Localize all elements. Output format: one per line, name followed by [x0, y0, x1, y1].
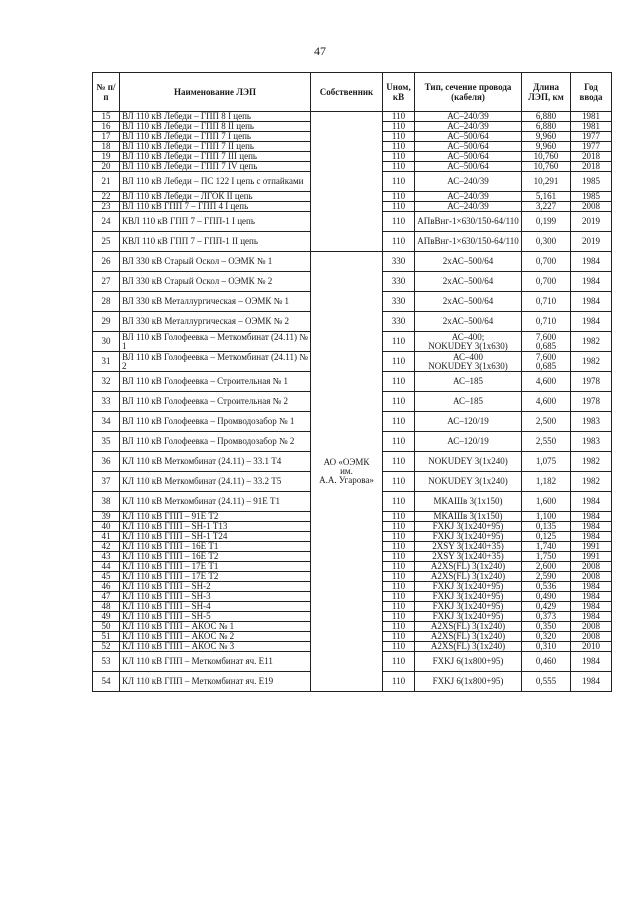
line-length: 0,429	[522, 602, 571, 612]
row-number: 31	[93, 352, 120, 372]
row-number: 40	[93, 522, 120, 532]
commission-year: 1984	[571, 592, 612, 602]
line-length: 6,880	[522, 112, 571, 122]
voltage: 110	[383, 472, 415, 492]
commission-year: 1984	[571, 292, 612, 312]
line-length: 1,600	[522, 492, 571, 512]
owner-cell	[311, 252, 383, 692]
commission-year: 1977	[571, 132, 612, 142]
line-name: КВЛ 110 кВ ГПП 7 – ГПП-1 II цепь	[120, 232, 311, 252]
voltage: 110	[383, 632, 415, 642]
commission-year: 2008	[571, 632, 612, 642]
voltage: 110	[383, 672, 415, 692]
commission-year: 1984	[571, 312, 612, 332]
wire-type: МКАШв 3(1х150)	[415, 512, 522, 522]
commission-year: 1984	[571, 602, 612, 612]
voltage: 110	[383, 652, 415, 672]
line-length-line: 0,685	[535, 340, 557, 351]
commission-year: 1984	[571, 652, 612, 672]
line-name: ВЛ 110 кВ Голофеевка – Строительная № 2	[120, 392, 311, 412]
commission-year: 1984	[571, 672, 612, 692]
row-number: 20	[93, 162, 120, 172]
line-name: ВЛ 110 кВ Лебеди – ГПП 7 IV цепь	[120, 162, 311, 172]
line-length: 10,760	[522, 162, 571, 172]
wire-type: A2XS(FL) 3(1х240)	[415, 642, 522, 652]
line-name: ВЛ 110 кВ Голофеевка – Строительная № 1	[120, 372, 311, 392]
row-number: 44	[93, 562, 120, 572]
voltage: 110	[383, 562, 415, 572]
voltage: 110	[383, 212, 415, 232]
line-length: 0,555	[522, 672, 571, 692]
row-number: 24	[93, 212, 120, 232]
row-number: 15	[93, 112, 120, 122]
voltage: 110	[383, 162, 415, 172]
line-length-line: 7,600	[535, 331, 557, 342]
commission-year: 2008	[571, 202, 612, 212]
commission-year: 1981	[571, 122, 612, 132]
voltage: 110	[383, 592, 415, 602]
row-number: 38	[93, 492, 120, 512]
line-length: 0,310	[522, 642, 571, 652]
voltage: 110	[383, 582, 415, 592]
line-length: 0,700	[522, 252, 571, 272]
commission-year: 1982	[571, 352, 612, 372]
wire-type: АС–500/64	[415, 132, 522, 142]
line-name: ВЛ 110 кВ Лебеди – ЛГОК II цепь	[120, 192, 311, 202]
row-number: 16	[93, 122, 120, 132]
commission-year: 2019	[571, 232, 612, 252]
row-number: 48	[93, 602, 120, 612]
line-length: 0,700	[522, 272, 571, 292]
header-length: Длина ЛЭП, км	[522, 73, 571, 112]
line-name: КЛ 110 кВ ГПП – SH-1 Т13	[120, 522, 311, 532]
row-number: 21	[93, 172, 120, 192]
voltage: 330	[383, 292, 415, 312]
line-length: 10,291	[522, 172, 571, 192]
wire-type: 2хАС–500/64	[415, 292, 522, 312]
line-length: 4,600	[522, 392, 571, 412]
line-length: 1,100	[522, 512, 571, 522]
line-length: 0,350	[522, 622, 571, 632]
line-name: КЛ 110 кВ ГПП – АКОС № 2	[120, 632, 311, 642]
line-name: КЛ 110 кВ ГПП – SH-1 Т24	[120, 532, 311, 542]
header-name: Наименование ЛЭП	[120, 73, 311, 112]
voltage: 110	[383, 522, 415, 532]
line-name: ВЛ 110 кВ Голофеевка – Промводозабор № 1	[120, 412, 311, 432]
row-number: 39	[93, 512, 120, 522]
wire-type: FXKJ 3(1х240+95)	[415, 612, 522, 622]
line-length: 2,500	[522, 412, 571, 432]
wire-type: АС–500/64	[415, 162, 522, 172]
voltage: 110	[383, 572, 415, 582]
row-number: 27	[93, 272, 120, 292]
wire-type: FXKJ 3(1х240+95)	[415, 522, 522, 532]
wire-type: АС–185	[415, 372, 522, 392]
line-name: КЛ 110 кВ ГПП – АКОС № 1	[120, 622, 311, 632]
header-num: № п/п	[93, 73, 120, 112]
line-name: ВЛ 330 кВ Старый Оскол – ОЭМК № 1	[120, 252, 311, 272]
table-row	[93, 112, 612, 122]
commission-year: 2018	[571, 162, 612, 172]
voltage: 110	[383, 552, 415, 562]
line-length: 2,590	[522, 572, 571, 582]
line-name: ВЛ 110 кВ Лебеди – ГПП 7 II цепь	[120, 142, 311, 152]
row-number: 36	[93, 452, 120, 472]
row-number: 32	[93, 372, 120, 392]
line-length: 0,490	[522, 592, 571, 602]
row-number: 34	[93, 412, 120, 432]
line-name: КЛ 110 кВ ГПП – 16Е Т1	[120, 542, 311, 552]
commission-year: 1984	[571, 532, 612, 542]
voltage: 330	[383, 272, 415, 292]
wire-type: 2XSY 3(1х240+35)	[415, 542, 522, 552]
row-number: 49	[93, 612, 120, 622]
row-number: 47	[93, 592, 120, 602]
row-number: 17	[93, 132, 120, 142]
wire-type: АС–240/39	[415, 192, 522, 202]
page-number: 47	[314, 44, 326, 58]
commission-year: 1985	[571, 192, 612, 202]
line-name: КЛ 110 кВ ГПП – 16Е Т2	[120, 552, 311, 562]
row-number: 53	[93, 652, 120, 672]
wire-type: FXKJ 3(1х240+95)	[415, 532, 522, 542]
line-name: ВЛ 330 кВ Металлургическая – ОЭМК № 1	[120, 292, 311, 312]
line-length-line: 7,600	[535, 351, 557, 362]
line-name: КЛ 110 кВ ГПП – АКОС № 3	[120, 642, 311, 652]
line-length: 0,460	[522, 652, 571, 672]
line-length: 6,880	[522, 122, 571, 132]
wire-type: NOKUDEY 3(1х240)	[415, 472, 522, 492]
voltage: 110	[383, 232, 415, 252]
line-name: ВЛ 110 кВ Голофеевка – Меткомбинат (24.11) № 1	[120, 332, 311, 352]
header-year: Год ввода	[571, 73, 612, 112]
line-length: 0,710	[522, 292, 571, 312]
line-length-line: 0,685	[535, 360, 557, 371]
line-length: 0,536	[522, 582, 571, 592]
wire-type: АС–500/64	[415, 142, 522, 152]
line-length: 0,199	[522, 212, 571, 232]
wire-type: АС–185	[415, 392, 522, 412]
line-length: 1,182	[522, 472, 571, 492]
row-number: 37	[93, 472, 120, 492]
voltage: 110	[383, 622, 415, 632]
row-number: 45	[93, 572, 120, 582]
voltage: 110	[383, 452, 415, 472]
line-name: ВЛ 110 кВ Лебеди – ГПП 7 I цепь	[120, 132, 311, 142]
line-name: КЛ 110 кВ ГПП – Меткомбинат яч. Е19	[120, 672, 311, 692]
header-owner: Собственник	[311, 73, 383, 112]
commission-year: 1982	[571, 332, 612, 352]
row-number: 30	[93, 332, 120, 352]
line-name: КЛ 110 кВ ГПП – Меткомбинат яч. Е11	[120, 652, 311, 672]
line-length: 4,600	[522, 372, 571, 392]
commission-year: 1984	[571, 612, 612, 622]
wire-type: A2XS(FL) 3(1х240)	[415, 622, 522, 632]
voltage: 110	[383, 112, 415, 122]
line-name: КЛ 110 кВ Меткомбинат (24.11) – 91Е Т1	[120, 492, 311, 512]
line-length: 0,125	[522, 532, 571, 542]
row-number: 43	[93, 552, 120, 562]
wire-type: АПвВнг-1×630/150-64/110	[415, 232, 522, 252]
line-length: 0,320	[522, 632, 571, 642]
wire-type: МКАШв 3(1х150)	[415, 492, 522, 512]
row-number: 51	[93, 632, 120, 642]
wire-type: АС–120/19	[415, 412, 522, 432]
row-number: 28	[93, 292, 120, 312]
commission-year: 1984	[571, 252, 612, 272]
row-number: 50	[93, 622, 120, 632]
commission-year: 1981	[571, 112, 612, 122]
line-length: 0,373	[522, 612, 571, 622]
commission-year: 2018	[571, 152, 612, 162]
commission-year: 1984	[571, 512, 612, 522]
owner-cell-empty	[311, 112, 383, 252]
line-length: 5,161	[522, 192, 571, 202]
voltage: 110	[383, 202, 415, 212]
row-number: 26	[93, 252, 120, 272]
voltage: 110	[383, 192, 415, 202]
voltage: 110	[383, 512, 415, 522]
line-name: КЛ 110 кВ ГПП – SH-2	[120, 582, 311, 592]
wire-type: 2хАС–500/64	[415, 312, 522, 332]
commission-year: 1982	[571, 472, 612, 492]
wire-type: АС–240/39	[415, 202, 522, 212]
owner-name-line: им.	[340, 466, 353, 476]
line-length	[522, 332, 571, 352]
commission-year: 1978	[571, 372, 612, 392]
line-name: КЛ 110 кВ Меткомбинат (24.11) – 33.2 Т5	[120, 472, 311, 492]
line-name: ВЛ 330 кВ Старый Оскол – ОЭМК № 2	[120, 272, 311, 292]
header-type: Тип, сечение провода (кабеля)	[415, 73, 522, 112]
row-number: 41	[93, 532, 120, 542]
wire-type: АС–120/19	[415, 432, 522, 452]
wire-type: NOKUDEY 3(1х240)	[415, 452, 522, 472]
voltage: 110	[383, 612, 415, 622]
wire-type: АС–240/39	[415, 122, 522, 132]
line-length: 3,227	[522, 202, 571, 212]
line-name: ВЛ 110 кВ Лебеди – ГПП 8 II цепь	[120, 122, 311, 132]
line-name: КЛ 110 кВ ГПП – 17Е Т1	[120, 562, 311, 572]
commission-year: 2008	[571, 572, 612, 582]
line-name: КЛ 110 кВ Меткомбинат (24.11) – 33.1 Т4	[120, 452, 311, 472]
row-number: 33	[93, 392, 120, 412]
line-length: 1,075	[522, 452, 571, 472]
wire-type: АС–240/39	[415, 112, 522, 122]
voltage: 110	[383, 432, 415, 452]
row-number: 52	[93, 642, 120, 652]
header-voltage: Uном, кВ	[383, 73, 415, 112]
commission-year: 1984	[571, 582, 612, 592]
wire-type: A2XS(FL) 3(1х240)	[415, 562, 522, 572]
voltage: 110	[383, 392, 415, 412]
line-name: ВЛ 110 кВ Лебеди – ГПП 7 III цепь	[120, 152, 311, 162]
wire-type-line: NOKUDEY 3(1х630)	[428, 360, 508, 371]
commission-year: 1977	[571, 142, 612, 152]
line-name: КЛ 110 кВ ГПП – 17Е Т2	[120, 572, 311, 582]
row-number: 23	[93, 202, 120, 212]
line-name: ВЛ 110 кВ Лебеди – ПС 122 I цепь с отпайками	[120, 172, 311, 192]
voltage: 110	[383, 132, 415, 142]
line-length: 2,550	[522, 432, 571, 452]
line-length: 1,740	[522, 542, 571, 552]
voltage: 330	[383, 312, 415, 332]
wire-type	[415, 332, 522, 352]
wire-type: АС–240/39	[415, 172, 522, 192]
wire-type-line: АС–400	[452, 351, 484, 362]
voltage: 110	[383, 152, 415, 162]
voltage: 110	[383, 642, 415, 652]
row-number: 35	[93, 432, 120, 452]
voltage: 110	[383, 602, 415, 612]
table-body	[93, 112, 612, 692]
commission-year: 1983	[571, 432, 612, 452]
commission-year: 1984	[571, 522, 612, 532]
table-header-row	[93, 73, 612, 112]
voltage: 330	[383, 252, 415, 272]
commission-year: 1978	[571, 392, 612, 412]
commission-year: 1983	[571, 412, 612, 432]
line-name: КЛ 110 кВ ГПП – SH-3	[120, 592, 311, 602]
lep-table	[92, 72, 612, 692]
voltage: 110	[383, 492, 415, 512]
row-number: 18	[93, 142, 120, 152]
wire-type-line: АС–400;	[451, 331, 485, 342]
line-length	[522, 352, 571, 372]
owner-name-line: А.А. Угарова»	[319, 475, 374, 485]
line-length: 0,135	[522, 522, 571, 532]
wire-type: АПвВнг-1×630/150-64/110	[415, 212, 522, 232]
line-length: 9,960	[522, 142, 571, 152]
commission-year: 2010	[571, 642, 612, 652]
wire-type: FXKJ 3(1х240+95)	[415, 582, 522, 592]
wire-type: FXKJ 3(1х240+95)	[415, 592, 522, 602]
line-name: КЛ 110 кВ ГПП – SH-5	[120, 612, 311, 622]
commission-year: 1991	[571, 542, 612, 552]
voltage: 110	[383, 532, 415, 542]
row-number: 29	[93, 312, 120, 332]
commission-year: 2019	[571, 212, 612, 232]
wire-type: A2XS(FL) 3(1х240)	[415, 632, 522, 642]
line-name: КЛ 110 кВ ГПП – SH-4	[120, 602, 311, 612]
line-name: КЛ 110 кВ ГПП – 91Е Т2	[120, 512, 311, 522]
wire-type: FXKJ 6(1х800+95)	[415, 652, 522, 672]
wire-type: 2хАС–500/64	[415, 252, 522, 272]
line-length: 9,960	[522, 132, 571, 142]
owner-name-line: АО «ОЭМК	[323, 457, 370, 467]
voltage: 110	[383, 412, 415, 432]
table-row	[93, 252, 612, 272]
wire-type: FXKJ 6(1х800+95)	[415, 672, 522, 692]
row-number: 42	[93, 542, 120, 552]
line-name: ВЛ 110 кВ Лебеди – ГПП 8 I цепь	[120, 112, 311, 122]
wire-type: 2XSY 3(1х240+35)	[415, 552, 522, 562]
wire-type: FXKJ 3(1х240+95)	[415, 602, 522, 612]
commission-year: 1991	[571, 552, 612, 562]
voltage: 110	[383, 172, 415, 192]
row-number: 46	[93, 582, 120, 592]
commission-year: 1984	[571, 492, 612, 512]
row-number: 22	[93, 192, 120, 202]
voltage: 110	[383, 542, 415, 552]
commission-year: 1984	[571, 272, 612, 292]
line-length: 1,750	[522, 552, 571, 562]
row-number: 25	[93, 232, 120, 252]
wire-type: 2хАС–500/64	[415, 272, 522, 292]
line-length: 10,760	[522, 152, 571, 162]
wire-type	[415, 352, 522, 372]
line-name: ВЛ 110 кВ ГПП 7 – ГПП 4 I цепь	[120, 202, 311, 212]
line-length: 0,300	[522, 232, 571, 252]
line-length: 0,710	[522, 312, 571, 332]
voltage: 110	[383, 122, 415, 132]
voltage: 110	[383, 332, 415, 352]
row-number: 54	[93, 672, 120, 692]
row-number: 19	[93, 152, 120, 162]
line-name: ВЛ 110 кВ Голофеевка – Меткомбинат (24.11) № 2	[120, 352, 311, 372]
commission-year: 1982	[571, 452, 612, 472]
line-name: ВЛ 110 кВ Голофеевка – Промводозабор № 2	[120, 432, 311, 452]
voltage: 110	[383, 372, 415, 392]
commission-year: 2008	[571, 622, 612, 632]
wire-type-line: NOKUDEY 3(1х630)	[428, 340, 508, 351]
line-name: ВЛ 330 кВ Металлургическая – ОЭМК № 2	[120, 312, 311, 332]
commission-year: 2008	[571, 562, 612, 572]
wire-type: АС–500/64	[415, 152, 522, 162]
commission-year: 1985	[571, 172, 612, 192]
voltage: 110	[383, 352, 415, 372]
line-name: КВЛ 110 кВ ГПП 7 – ГПП-1 I цепь	[120, 212, 311, 232]
voltage: 110	[383, 142, 415, 152]
line-length: 2,600	[522, 562, 571, 572]
wire-type: A2XS(FL) 3(1х240)	[415, 572, 522, 582]
